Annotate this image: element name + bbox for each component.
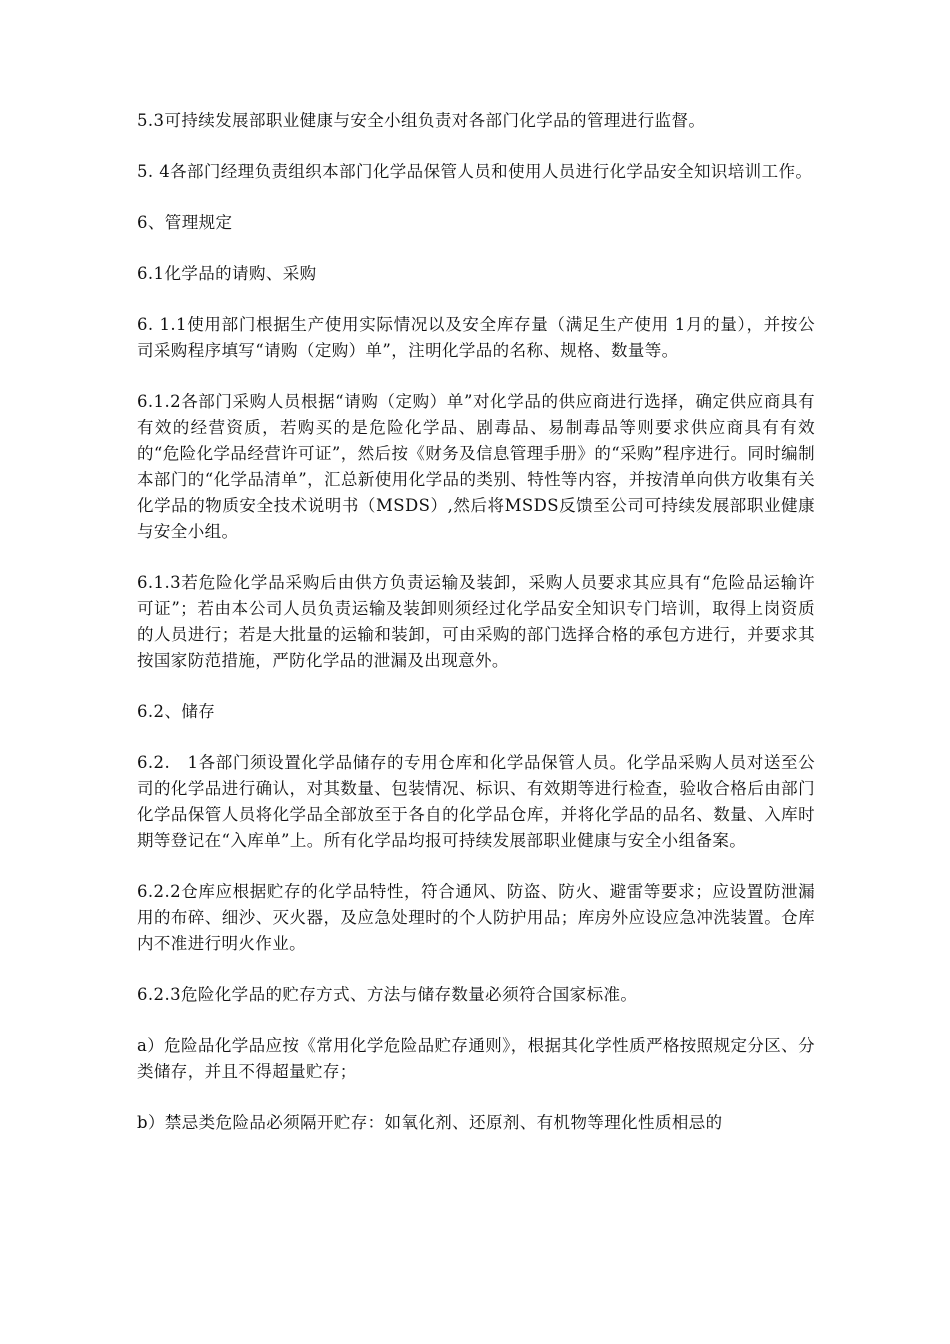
paragraph-6-1-2: 6.1.2各部门采购人员根据“请购（定购）单”对化学品的供应商进行选择，确定供应商具有有效的经营资质，若购买的是危险化学品、剧毒品、易制毒品等则要求供应商具有有效的“危险化学品经营许可证”，然后按《财务及信息管理手册》的“采购”程序进行。同时编制本部门的“化学品清单”，汇总新使用化学品的类别、特性等内容，并按清单向供方收集有关化学品的物质安全技术说明书（MSDS）,然后将MSDS反馈至公司可持续发展部职业健康与安全小组。 xyxy=(137,392,815,541)
paragraph-6-1-1: 6. 1.1使用部门根据生产使用实际情况以及安全库存量（满足生产使用 1月的量），并按公司采购程序填写“请购（定购）单”，注明化学品的名称、规格、数量等。 xyxy=(137,315,815,360)
list-item-a: a）危险品化学品应按《常用化学危险品贮存通则》，根据其化学性质严格按照规定分区、分类储存，并且不得超量贮存； xyxy=(137,1036,815,1081)
paragraph-5-4: 5. 4各部门经理负责组织本部门化学品保管人员和使用人员进行化学品安全知识培训工作。 xyxy=(137,162,813,181)
list-item-b: b）禁忌类危险品必须隔开贮存：如氧化剂、还原剂、有机物等理化性质相忌的 xyxy=(137,1113,723,1132)
paragraph-6-2-3: 6.2.3危险化学品的贮存方式、方法与储存数量必须符合国家标准。 xyxy=(137,985,638,1004)
document-body xyxy=(137,108,815,1161)
subsection-heading-6-1: 6.1化学品的请购、采购 xyxy=(137,264,317,283)
paragraph-5-3: 5.3可持续发展部职业健康与安全小组负责对各部门化学品的管理进行监督。 xyxy=(137,111,706,130)
paragraph-6-1-3: 6.1.3若危险化学品采购后由供方负责运输及装卸，采购人员要求其应具有“危险品运输许可证”；若由本公司人员负责运输及装卸则须经过化学品安全知识专门培训，取得上岗资质的人员进行；若是大批量的运输和装卸，可由采购的部门选择合格的承包方进行，并要求其按国家防范措施，严防化学品的泄漏及出现意外。 xyxy=(137,573,815,670)
paragraph-6-2-2: 6.2.2仓库应根据贮存的化学品特性，符合通风、防盗、防火、避雷等要求；应设置防泄漏用的布碎、细沙、灭火器，及应急处理时的个人防护用品；库房外应设应急冲洗装置。仓库内不准进行明火作业。 xyxy=(137,882,815,953)
subsection-heading-6-2: 6.2、储存 xyxy=(137,702,216,721)
section-heading-6: 6、管理规定 xyxy=(137,213,233,232)
paragraph-6-2-1: 6.2. 1各部门须设置化学品储存的专用仓库和化学品保管人员。化学品采购人员对送至公司的化学品进行确认，对其数量、包装情况、标识、有效期等进行检查，验收合格后由部门化学品保管人员将化学品全部放至于各自的化学品仓库，并将化学品的品名、数量、入库时期等登记在“入库单”上。所有化学品均报可持续发展部职业健康与安全小组备案。 xyxy=(137,753,815,850)
